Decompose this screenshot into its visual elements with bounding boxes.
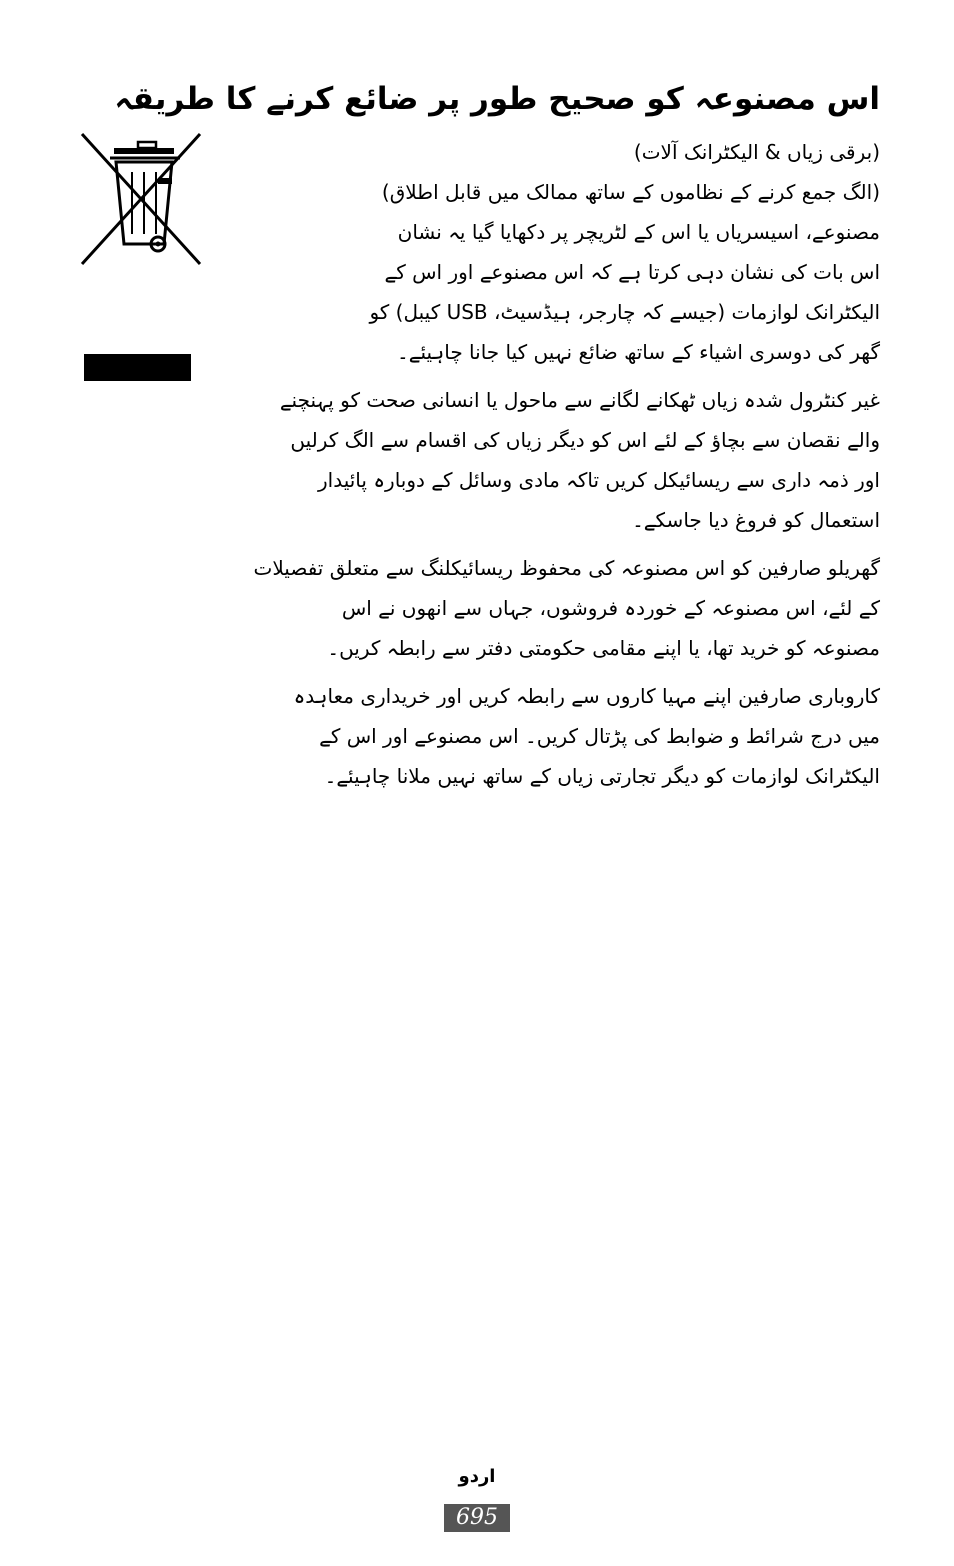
paragraph-line: غیر کنٹرول شدہ زیاں ٹھکانے لگانے سے ماحول یا انسانی صحت کو پہنچنے — [279, 388, 880, 412]
paragraph-uncontrolled-waste — [80, 380, 880, 540]
paragraph-line: گھریلو صارفین کو اس مصنوعہ کی محفوظ ریسائیکلنگ سے متعلق تفصیلات — [253, 556, 880, 580]
paragraph-line: مصنوعہ کو خرید تھا، یا اپنے مقامی حکومتی دفتر سے رابطہ کریں۔ — [327, 636, 880, 660]
weee-intro-block — [80, 132, 880, 372]
separate-collection-bar — [84, 354, 191, 381]
page-number: 695 — [444, 1504, 510, 1532]
intro-line: مصنوعے، اسیسریاں یا اس کے لٹریچر پر دکھایا گیا یہ نشان — [397, 220, 880, 244]
paragraph-line: الیکٹرانک لوازمات کو دیگر تجارتی زیاں کے ساتھ نہیں ملانا چاہیئے۔ — [324, 764, 880, 788]
paragraph-line: کاروباری صارفین اپنے مہیا کاروں سے رابطہ کریں اور خریداری معاہدہ — [293, 684, 880, 708]
paragraph-line: والے نقصان سے بچاؤ کے لئے اس کو دیگر زیاں کی اقسام سے الگ کرلیں — [290, 428, 880, 452]
crossed-out-wheelie-bin-icon — [80, 132, 202, 332]
intro-line: اس بات کی نشان دہی کرتا ہے کہ اس مصنوعے اور اس کے — [384, 260, 880, 284]
paragraph-line: میں درج شرائط و ضوابط کی پڑتال کریں۔ اس مصنوعے اور اس کے — [319, 724, 880, 748]
intro-line: (الگ جمع کرنے کے نظاموں کے ساتھ ممالک میں قابل اطلاق) — [381, 180, 880, 204]
paragraph-line: استعمال کو فروغ دیا جاسکے۔ — [632, 508, 880, 532]
page-title: اس مصنوعہ کو صحیح طور پر ضائع کرنے کا طریقہ — [114, 81, 880, 117]
intro-heading-line: (برقی زیاں & الیکٹرانک آلات) — [633, 140, 880, 164]
intro-line: گھر کی دوسری اشیاء کے ساتھ ضائع نہیں کیا جانا چاہیئے۔ — [397, 340, 880, 364]
page-content — [80, 70, 880, 796]
intro-line: الیکٹرانک لوازمات (جیسے کہ چارجر، ہیڈسیٹ، USB کیبل) کو — [369, 300, 880, 324]
page-footer — [0, 1464, 954, 1532]
paragraph-line: اور ذمہ داری سے ریسائیکل کریں تاکہ مادی وسائل کے دوبارہ پائیدار — [317, 468, 880, 492]
paragraph-business-users — [80, 676, 880, 796]
paragraph-household-users — [80, 548, 880, 668]
footer-language-label: اردو — [458, 1466, 496, 1487]
paragraph-line: کے لئے، اس مصنوعہ کے خوردہ فروشوں، جہاں سے انھوں نے اس — [341, 596, 880, 620]
